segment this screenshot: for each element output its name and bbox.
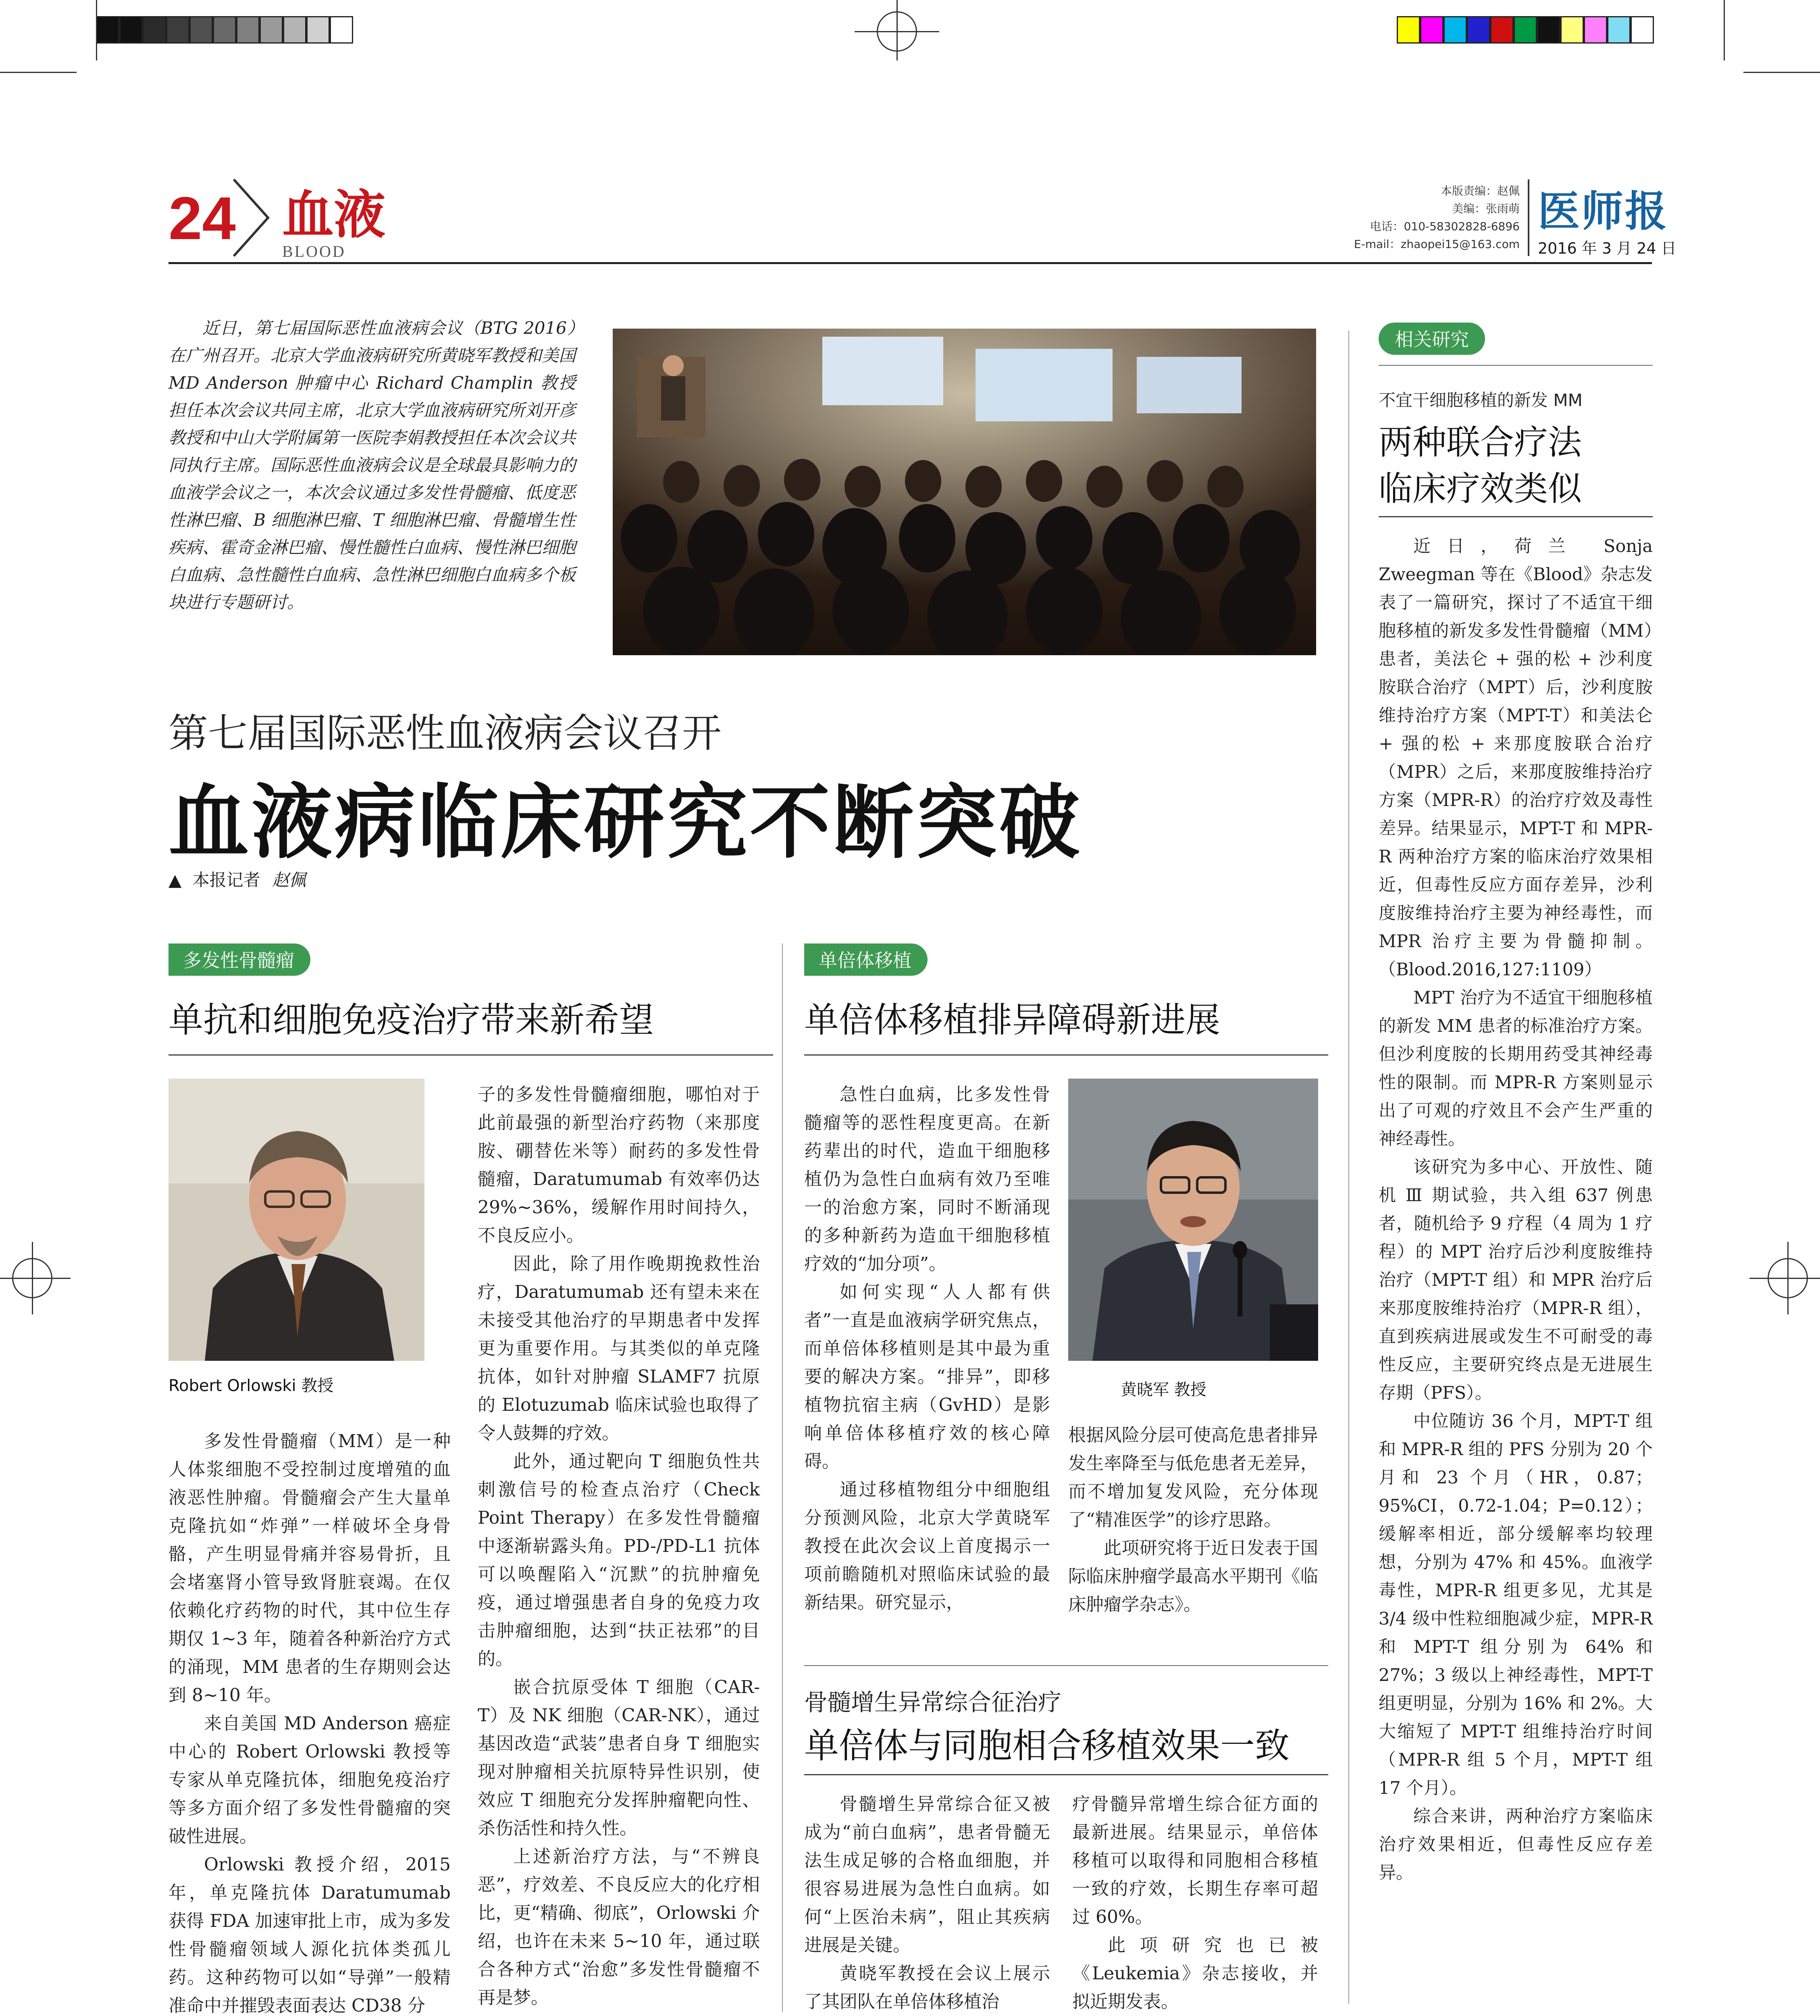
sidebar-headline-rule (1379, 516, 1653, 517)
crop-mark (0, 72, 77, 73)
registration-mark-top-v (896, 0, 898, 60)
orlowski-portrait-image (168, 1079, 424, 1361)
orlowski-photo (168, 1079, 424, 1361)
article3-c1-p1: 骨髓增生异常综合征又被成为“前白血病”，患者骨髓无法生成足够的合格血细胞，并很容易进展为急性白血病。如何“上医治未病”，阻止其疾病进展是关键。 (804, 1794, 1050, 1956)
sidebar-tag-rule (1379, 365, 1653, 366)
article1-headline-rule (168, 1054, 773, 1056)
color-bar-swatch (166, 16, 189, 44)
article1-column-1 (168, 1427, 451, 2016)
color-bar-swatch (1560, 16, 1584, 44)
article3-c1-p2: 黄晓军教授在会议上展示了其团队在单倍体移植治 (804, 1963, 1050, 2012)
article2-c2-p1: 根据风险分层可使高危患者排异发生率降至与低危患者无差异，而不增加复发风险，充分体现了“精准医学”的诊疗思路。 (1068, 1425, 1318, 1530)
color-bar-swatch (96, 16, 119, 44)
crop-mark (1724, 0, 1725, 60)
article3-kicker: 骨髓增生异常综合征治疗 (804, 1689, 1062, 1716)
article2-c1-p2: 如何实现“人人都有供者”一直是血液病学研究焦点，而单倍体移植则是其中最为重要的解决方案。“排异”，即移植物抗宿主病（GvHD）是影响单倍体移植疗效的核心障碍。 (804, 1282, 1050, 1472)
article1-c1-p3: Orlowski 教授介绍，2015 年，单克隆抗体 Daratumumab 获得 FDA 加速审批上市，成为多发性骨髓瘤领域人源化抗体类孤儿药。这种药物可以如“导弹”一般精准命中并摧毁表面表达 CD38 分 (168, 1854, 451, 2016)
article2-column-1 (804, 1081, 1050, 1617)
article1-c2-p1: 子的多发性骨髓瘤细胞，哪怕对于此前最强的新型治疗药物（来那度胺、硼替佐米等）耐药的多发性骨髓瘤，Daratumumab 有效率仍达 29%~36%，缓解作用时间持久，不良反应小。 (478, 1084, 760, 1246)
section-subtitle: BLOOD (282, 242, 346, 260)
sidebar-body (1379, 532, 1653, 1887)
designer: 美编：张雨萌 (1452, 202, 1520, 215)
article3-headline: 单倍体与同胞相合移植效果一致 (804, 1726, 1290, 1766)
color-bar-swatch (283, 16, 306, 44)
email: E-mail：zhaopei15@163.com (1354, 237, 1520, 251)
color-bar-swatch (236, 16, 260, 44)
article3-headline-rule (804, 1774, 1328, 1775)
column-rule-sidebar (1348, 331, 1349, 2004)
color-bar-swatch (1490, 16, 1514, 44)
article2-tag: 单倍体移植 (804, 943, 928, 976)
sidebar-p1: 近日，荷兰 Sonja Zweegman 等在《Blood》杂志发表了一篇研究，探讨了不适宜干细胞移植的新发多发性骨髓瘤（MM）患者，美法仑 + 强的松 + 沙利度胺联合治疗（MPT）后，沙利度胺维持治疗方案（MPT-T）和美法仑 + 强的松 + 来那度胺联合治疗（MPR）之后，来那度胺维持治疗方案（MPR-R）的治疗疗效及毒性差异。结果显示，MPT-T 和 MPR-R 两种治疗方案的临床治疗效果相近，但毒性反应方面存差异，沙利度胺维持治疗主要为神经毒性，而 MPR 治疗主要为骨髓抑制。（Blood.2016,127:1109） (1379, 536, 1653, 980)
article3-top-rule (804, 1665, 1328, 1666)
article1-c1-p2: 来自美国 MD Anderson 癌症中心的 Robert Orlowski 教授等专家从单克隆抗体，细胞免疫治疗等多方面介绍了多发性骨髓瘤的突破性进展。 (168, 1713, 451, 1847)
article1-c2-p5: 上述新治疗方法，与“不辨良恶”，疗效差、不良反应大的化疗相比，更“精确、彻底”，Orlowski 介绍，也许在未来 5~10 年，通过联合各种方式“治愈”多发性骨髓瘤不再是梦。 (478, 1846, 760, 2008)
color-bar-swatch (1514, 16, 1537, 44)
column-rule (782, 943, 783, 2012)
article1-headline: 单抗和细胞免疫治疗带来新希望 (168, 1000, 654, 1040)
article1-c2-p4: 嵌合抗原受体 T 细胞（CAR-T）及 NK 细胞（CAR-NK），通过基因改造“武装”患者自身 T 细胞实现对肿瘤相关抗原特异性识别，使效应 T 细胞充分发挥肿瘤靶向性、杀伤活性和持久性。 (478, 1677, 760, 1839)
sidebar-p4: 中位随访 36 个月，MPT-T 组和 MPR-R 组的 PFS 分别为 20 个月和 23 个月（HR，0.87；95%CI，0.72-1.04；P=0.12）；缓解率相近，部分缓解率均较理想，分别为 47% 和 45%。血液学毒性，MPR-R 组更多见，尤其是 3/4 级中性粒细胞减少症，MPR-R 和 MPT-T 组分别为 64% 和 27%；3 级以上神经毒性，MPT-T 组更明显，分别为 16% 和 2%。大大缩短了 MPT-T 组维持治疗时间（MPR-R 组 5 个月，MPT-T 组 17 个月）。 (1379, 1411, 1653, 1798)
editor: 本版责编：赵佩 (1440, 184, 1520, 198)
color-bar-swatch (143, 16, 166, 44)
sidebar-kicker: 不宜干细胞移植的新发 MM (1379, 390, 1583, 410)
registration-mark-right-h (1749, 1278, 1820, 1279)
crop-mark (1743, 72, 1820, 73)
headline-title: 血液病临床研究不断突破 (168, 776, 1082, 870)
article2-column-2 (1068, 1421, 1318, 1619)
byline-mark: ▲ (168, 870, 182, 890)
phone: 电话：010-58302828-6896 (1370, 220, 1520, 233)
huang-photo (1068, 1079, 1318, 1361)
article1-tag: 多发性骨髓瘤 (168, 943, 310, 976)
section-chevron-icon (230, 177, 274, 258)
article2-c1-p1: 急性白血病，比多发性骨髓瘤等的恶性程度更高。在新药辈出的时代，造血干细胞移植仍为急性白血病有效乃至唯一的治愈方案，同时不断涌现的多种新药为造血干细胞移植疗效的“加分项”。 (804, 1084, 1050, 1274)
conference-audience-image (613, 329, 1316, 655)
page-number: 24 (168, 184, 236, 252)
article2-c2-p2: 此项研究将于近日发表于国际临床肿瘤学最高水平期刊《临床肿瘤学杂志》。 (1068, 1538, 1318, 1615)
huang-caption: 黄晓军 教授 (1121, 1381, 1206, 1399)
byline-label: 本报记者 (192, 870, 260, 890)
color-bar-swatch (119, 16, 143, 44)
huang-portrait-image (1068, 1079, 1318, 1361)
color-bar-swatch (1444, 16, 1467, 44)
conference-photo (613, 329, 1316, 655)
color-bar-swatch (1631, 16, 1654, 44)
color-bar-swatch (189, 16, 213, 44)
issue-date: 2016 年 3 月 24 日 (1538, 240, 1676, 257)
article2-c1-p3: 通过移植物组分中细胞组分预测风险，北京大学黄晓军教授在此次会议上首度揭示一项前瞻随机对照临床试验的最新结果。研究显示， (804, 1479, 1050, 1613)
crop-mark (96, 0, 97, 60)
article2-headline: 单倍体移植排异障碍新进展 (804, 1000, 1220, 1040)
sidebar-tag: 相关研究 (1379, 323, 1485, 355)
sidebar-p2: MPT 治疗为不适宜干细胞移植的新发 MM 患者的标准治疗方案。但沙利度胺的长期用药受其神经毒性的限制。而 MPR-R 方案则显示出了可观的疗效且不会产生严重的神经毒性。 (1379, 988, 1653, 1149)
registration-mark-left-v (32, 1242, 33, 1314)
color-bar-swatch (1584, 16, 1607, 44)
article3-c2-p1: 疗骨髓异常增生综合征方面的最新进展。结果显示，单倍体移植可以取得和同胞相合移植一致的疗效，长期生存率可超过 60%。 (1072, 1794, 1318, 1927)
registration-mark-right-v (1787, 1242, 1789, 1314)
header-divider (1528, 179, 1529, 256)
color-bar-swatch (1537, 16, 1560, 44)
sidebar-headline-2: 临床疗效类似 (1379, 469, 1582, 508)
editor-info (1238, 182, 1520, 253)
section-title: 血液 (282, 185, 386, 245)
byline (168, 867, 306, 891)
color-bar-swatch (1467, 16, 1490, 44)
article2-headline-rule (804, 1054, 1328, 1056)
intro-text: 近日，第七届国际恶性血液病会议（BTG 2016）在广州召开。北京大学血液病研究所黄晓军教授和美国 MD Anderson 肿瘤中心 Richard Champlin 教授担任本次会议共同主席，北京大学血液病研究所刘开彦教授和中山大学附属第一医院李娟教授担任本次会议共同执行主席。国际恶性血液病会议是全球最具影响力的血液学会议之一，本次会议通过多发性骨髓瘤、低度恶性淋巴瘤、B 细胞淋巴瘤、T 细胞淋巴瘤、骨髓增生性疾病、霍奇金淋巴瘤、慢性髓性白血病、慢性淋巴细胞白血病、急性髓性白血病、急性淋巴细胞白血病多个板块进行专题研讨。 (168, 318, 576, 612)
intro-paragraph (168, 314, 576, 616)
article1-column-2 (478, 1081, 760, 2012)
color-bar-swatch (330, 16, 353, 44)
byline-author: 赵佩 (272, 870, 306, 890)
color-bar-swatch (1420, 16, 1444, 44)
color-bar-swatch (1397, 16, 1420, 44)
color-bar-swatch (260, 16, 283, 44)
article1-c1-p1: 多发性骨髓瘤（MM）是一种人体浆细胞不受控制过度增殖的血液恶性肿瘤。骨髓瘤会产生大量单克隆抗如“炸弹”一样破坏全身骨骼，产生明显骨痛并容易骨折，且会堵塞肾小管导致肾脏衰竭。在仅依赖化疗药物的时代，其中位生存期仅 1~3 年，随着各种新治疗方式的涌现，MM 患者的生存期则会达到 8~10 年。 (168, 1431, 451, 1706)
article3-column-1 (804, 1790, 1050, 2016)
orlowski-caption: Robert Orlowski 教授 (168, 1377, 334, 1395)
color-bar-swatch (1607, 16, 1631, 44)
color-bar-swatch (306, 16, 330, 44)
registration-mark-left-h (0, 1278, 71, 1279)
headline-kicker: 第七届国际恶性血液病会议召开 (168, 710, 722, 756)
masthead-brand: 医师报 (1538, 186, 1669, 236)
article1-c2-p3: 此外，通过靶向 T 细胞负性共刺激信号的检查点治疗（Check Point Therapy）在多发性骨髓瘤中逐渐崭露头角。PD-/PD-L1 抗体可以唤醒陷入“沉默”的抗肿瘤免疫，通过增强患者自身的免疫力攻击肿瘤细胞，达到“扶正祛邪”的目的。 (478, 1451, 760, 1669)
article3-c2-p2: 此项研究也已被《Leukemia》杂志接收，并拟近期发表。 (1072, 1935, 1318, 2012)
article1-c2-p2: 因此，除了用作晚期挽救性治疗，Daratumumab 还有望未来在未接受其他治疗的早期患者中发挥更为重要作用。与其类似的单克隆抗体，如针对肿瘤 SLAMF7 抗原的 Elotuzumab 临床试验也取得了令人鼓舞的疗效。 (478, 1254, 760, 1443)
sidebar-p5: 综合来讲，两种治疗方案临床治疗效果相近，但毒性反应存差异。 (1379, 1806, 1653, 1883)
color-bar-swatch (213, 16, 236, 44)
header-rule (168, 262, 1652, 264)
article3-column-2 (1072, 1790, 1318, 2016)
sidebar-headline-1: 两种联合疗法 (1379, 423, 1582, 462)
sidebar-p3: 该研究为多中心、开放性、随机 Ⅲ 期试验，共入组 637 例患者，随机给予 9 疗程（4 周为 1 疗程）的 MPT 治疗后沙利度胺维持治疗（MPT-T 组）和 MPR 治疗后来那度胺维持治疗（MPR-R 组），直到疾病进展或发生不可耐受的毒性反应，主要研究终点是无进展生存期（PFS）。 (1379, 1157, 1653, 1403)
